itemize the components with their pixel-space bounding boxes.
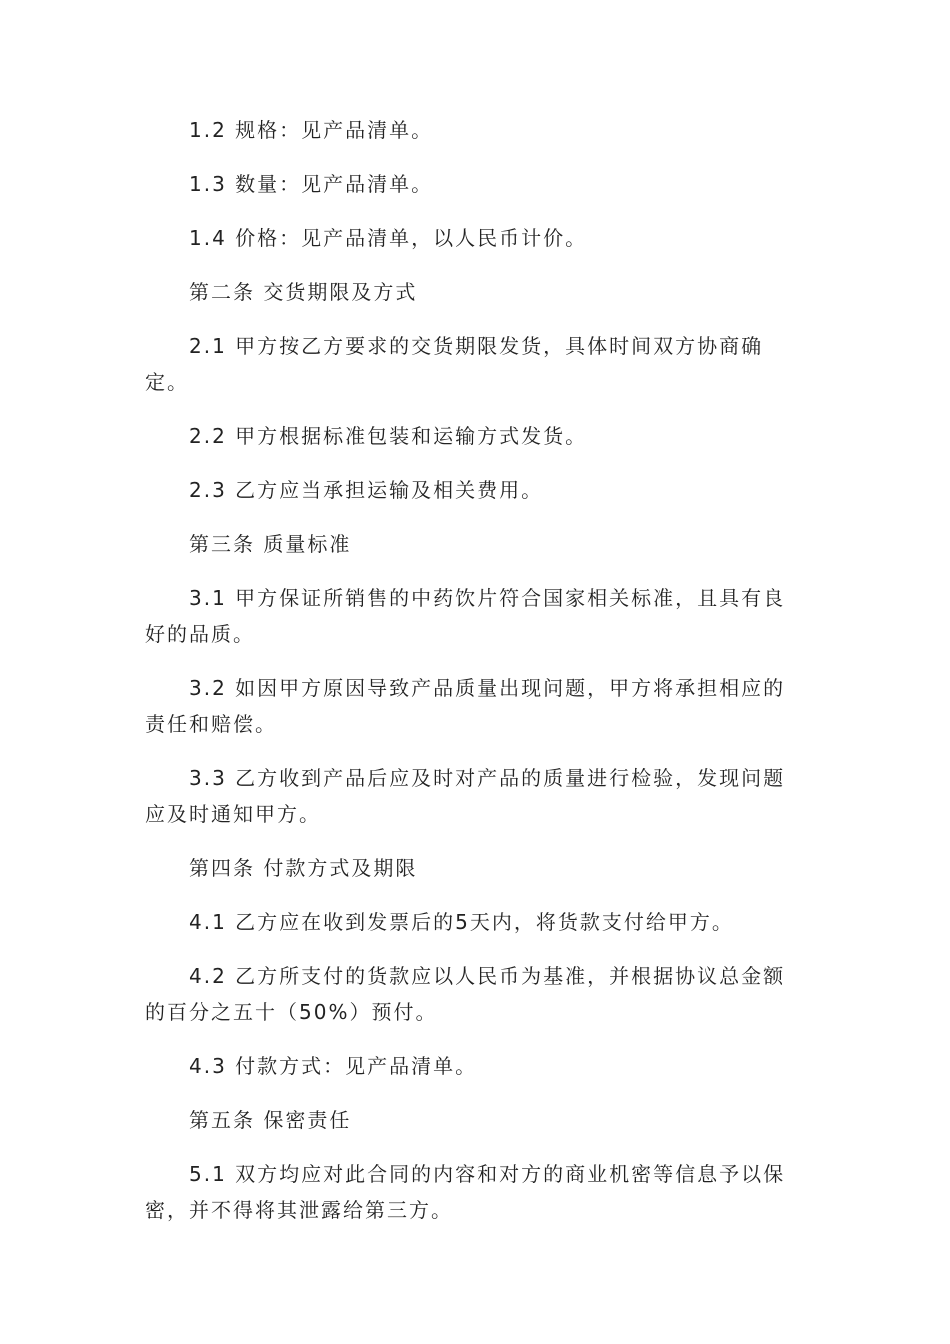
document-body: [145, 112, 805, 1246]
clause-3-1: 3.1 甲方保证所销售的中药饮片符合国家相关标准，且具有良好的品质。: [145, 586, 786, 646]
clause-2-1: 2.1 甲方按乙方要求的交货期限发货，具体时间双方协商确定。: [145, 334, 764, 394]
clause-4-1: 4.1 乙方应在收到发票后的5天内，将货款支付给甲方。: [189, 910, 734, 934]
article-4-heading: 第四条 付款方式及期限: [189, 856, 418, 880]
clause-1-4: 1.4 价格：见产品清单，以人民币计价。: [189, 226, 588, 250]
article-3-heading: 第三条 质量标准: [189, 532, 352, 556]
article-5-heading: 第五条 保密责任: [189, 1108, 352, 1132]
clause-4-2: 4.2 乙方所支付的货款应以人民币为基准，并根据协议总金额的百分之五十（50%）预付。: [145, 964, 786, 1024]
clause-2-2: 2.2 甲方根据标准包装和运输方式发货。: [189, 424, 588, 448]
clause-3-3: 3.3 乙方收到产品后应及时对产品的质量进行检验，发现问题应及时通知甲方。: [145, 766, 786, 826]
clause-3-2: 3.2 如因甲方原因导致产品质量出现问题，甲方将承担相应的责任和赔偿。: [145, 676, 786, 736]
clause-1-2: 1.2 规格：见产品清单。: [189, 118, 434, 142]
clause-1-3: 1.3 数量：见产品清单。: [189, 172, 434, 196]
clause-5-1: 5.1 双方均应对此合同的内容和对方的商业机密等信息予以保密，并不得将其泄露给第三方。: [145, 1162, 786, 1222]
article-2-heading: 第二条 交货期限及方式: [189, 280, 418, 304]
clause-2-3: 2.3 乙方应当承担运输及相关费用。: [189, 478, 544, 502]
clause-4-3: 4.3 付款方式：见产品清单。: [189, 1054, 478, 1078]
